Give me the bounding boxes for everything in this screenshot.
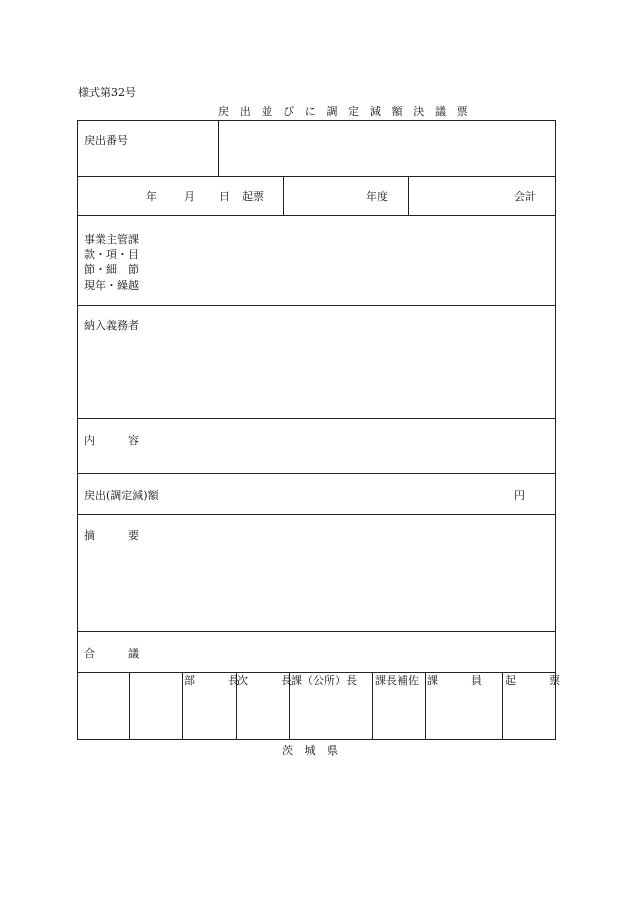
drafted-label: 起票: [242, 190, 264, 203]
document-title: 戻 出 並 び に 調 定 減 額 決 議 票: [218, 105, 472, 118]
yen-unit: 円: [514, 489, 525, 502]
fiscal-year-divider: [408, 176, 409, 215]
approval-drafter: 起 票: [505, 674, 560, 687]
date-divider: [283, 176, 284, 215]
approval-divider: [372, 672, 373, 739]
row-divider: [77, 672, 556, 673]
amount-label: 戻出(調定減)額: [84, 489, 159, 502]
bureau-label: 事業主管課: [84, 233, 139, 246]
refund-number-divider: [218, 120, 219, 176]
approval-director: 部 長: [184, 674, 239, 687]
section-label: 節・細 節: [84, 263, 139, 276]
date-day-label: 日: [219, 190, 230, 203]
border-left: [77, 120, 78, 740]
row-divider: [77, 514, 556, 515]
approval-divider: [182, 672, 183, 739]
approval-deputy-director: 次 長: [237, 674, 292, 687]
row-divider: [77, 305, 556, 306]
obligor-label: 納入義務者: [84, 319, 139, 332]
row-divider: [77, 176, 556, 177]
summary-label: 摘 要: [84, 529, 139, 542]
approval-divider: [129, 672, 130, 739]
date-month-label: 月: [184, 190, 195, 203]
row-divider: [77, 473, 556, 474]
account-label: 会計: [514, 190, 536, 203]
row-divider: [77, 215, 556, 216]
border-right: [555, 120, 556, 740]
current-carryover-label: 現年・繰越: [84, 279, 139, 292]
prefecture-name: 茨 城 県: [282, 744, 342, 757]
border-bottom: [77, 739, 556, 740]
approval-divider: [425, 672, 426, 739]
row-divider: [77, 631, 556, 632]
fiscal-year-label: 年度: [366, 190, 388, 203]
row-divider: [77, 418, 556, 419]
approval-staff: 課 員: [427, 674, 482, 687]
approval-section-chief: 課（公所）長: [291, 674, 357, 687]
approval-divider: [502, 672, 503, 739]
form-number: 様式第32号: [78, 86, 136, 99]
approval-assistant-chief: 課長補佐: [375, 674, 419, 687]
border-top: [77, 120, 556, 121]
content-label: 内 容: [84, 434, 139, 447]
date-year-label: 年: [146, 190, 157, 203]
item-label: 款・項・目: [84, 248, 139, 261]
refund-number-label: 戻出番号: [84, 134, 128, 147]
consultation-label: 合 議: [84, 647, 139, 660]
